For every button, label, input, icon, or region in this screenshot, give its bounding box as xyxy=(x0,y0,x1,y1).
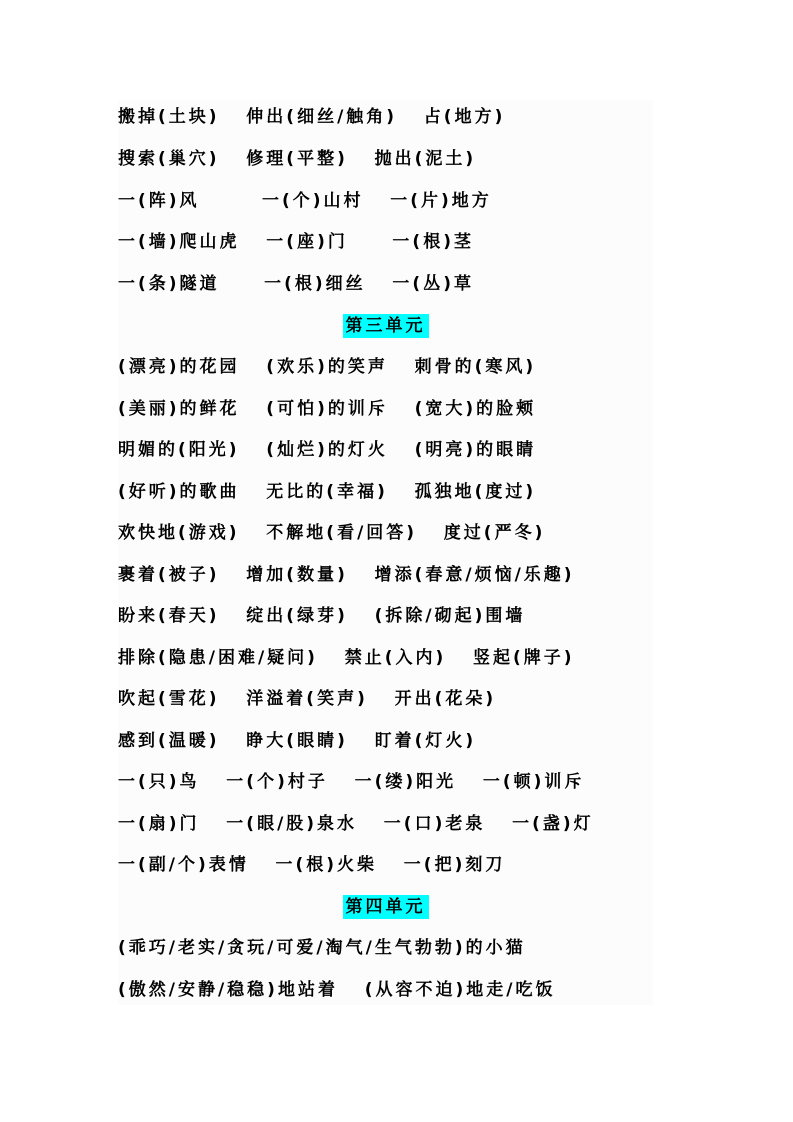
vocab-line: 搬掉(土块) 伸出(细丝/触角) 占(地方) xyxy=(118,107,506,127)
section-heading-label: 第四单元 xyxy=(343,895,429,919)
vocab-line: 一(阵)风 一(个)山村 一(片)地方 xyxy=(118,191,492,211)
vocab-line: (好听)的歌曲 无比的(幸福) 孤独地(度过) xyxy=(118,482,537,502)
vocab-line: 裹着(被子) 增加(数量) 增添(春意/烦恼/乐趣) xyxy=(118,565,575,585)
vocab-line: 欢快地(游戏) 不解地(看/回答) 度过(严冬) xyxy=(118,523,546,543)
vocab-line: 搜索(巢穴) 修理(平整) 抛出(泥土) xyxy=(118,149,477,169)
vocab-line: 明媚的(阳光) (灿烂)的灯火 (明亮)的眼睛 xyxy=(118,440,537,460)
vocab-line: 一(副/个)表情 一(根)火柴 一(把)刻刀 xyxy=(118,855,506,875)
vocab-line: (乖巧/老实/贪玩/可爱/淘气/生气勃勃)的小猫 xyxy=(118,938,526,958)
vocab-line: 一(条)隧道 一(根)细丝 一(丛)草 xyxy=(118,274,474,294)
vocab-line: 一(墙)爬山虎 一(座)门 一(根)茎 xyxy=(118,232,474,252)
vocab-line: (傲然/安静/稳稳)地站着 (从容不迫)地走/吃饭 xyxy=(118,980,556,1000)
vocab-line: 排除(隐患/困难/疑问) 禁止(入内) 竖起(牌子) xyxy=(118,648,575,668)
vocab-line: 盼来(春天) 绽出(绿芽) (拆除/砌起)围墙 xyxy=(118,606,526,626)
section-heading-unit-3 xyxy=(118,311,653,341)
vocab-line: 一(扇)门 一(眼/股)泉水 一(口)老泉 一(盏)灯 xyxy=(118,814,594,834)
vocab-line: (美丽)的鲜花 (可怕)的训斥 (宽大)的脸颊 xyxy=(118,399,537,419)
section-heading-label: 第三单元 xyxy=(343,314,429,338)
vocab-line: 吹起(雪花) 洋溢着(笑声) 开出(花朵) xyxy=(118,689,497,709)
section-heading-unit-4 xyxy=(118,892,653,922)
vocab-line: (漂亮)的花园 (欢乐)的笑声 刺骨的(寒风) xyxy=(118,357,537,377)
vocab-line: 感到(温暖) 睁大(眼睛) 盯着(灯火) xyxy=(118,731,477,751)
vocab-line: 一(只)鸟 一(个)村子 一(缕)阳光 一(顿)训斥 xyxy=(118,772,585,792)
